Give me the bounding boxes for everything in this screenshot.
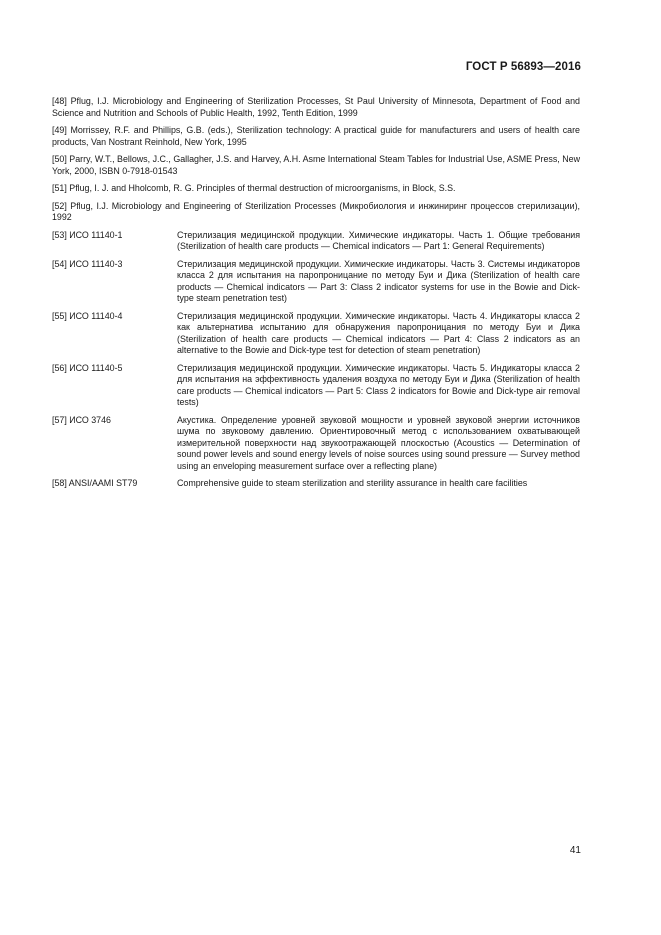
- reference-58: [52, 478, 580, 490]
- reference-text: Стерилизация медицинской продукции. Химические индикаторы. Часть 1. Общие требования (Sterilization of health care products — Chemical indicators — Part 1: General Requirements): [177, 229, 580, 251]
- page-number: 41: [569, 845, 581, 856]
- reference-text: Comprehensive guide to steam sterilization and sterility assurance in health care facilities: [177, 478, 528, 488]
- reference-51: [51] Pflug, I. J. and Hholcomb, R. G. Principles of thermal destruction of microorganisms, in Block, S.S.: [52, 183, 456, 193]
- reference-label: [55] ИСО 11140-4: [52, 310, 123, 321]
- reference-55: [52, 311, 580, 357]
- reference-48: [48] Pflug, I.J. Microbiology and Engineering of Sterilization Processes, St Paul University of Minnesota, Department of Food and Science and Nutrition and Schools of Public Health, 1992, Tenth Edition, 1999: [52, 96, 580, 118]
- standard-code: ГОСТ Р 56893—2016: [465, 61, 581, 73]
- bibliography: [52, 96, 580, 496]
- reference-label: [58] ANSI/AAMI ST79: [52, 478, 138, 488]
- reference-text: Стерилизация медицинской продукции. Химические индикаторы. Часть 3. Системы индикаторов класса 2 для испытания на паропроницание по методу Буи и Дика (Sterilization of health care products — Chemical indicators — Part 3: Class 2 indicator systems for use in the Bowie and Dick-type steam penetration test): [177, 258, 580, 303]
- reference-56: [52, 363, 580, 409]
- reference-52: [52] Pflug, I.J. Microbiology and Engineering of Sterilization Processes (Микробиология и инжиниринг процессов стерилизации), 1992: [52, 200, 580, 222]
- reference-label: [56] ИСО 11140-5: [52, 362, 123, 373]
- reference-57: [52, 415, 580, 473]
- reference-label: [53] ИСО 11140-1: [52, 229, 123, 240]
- reference-text: Стерилизация медицинской продукции. Химические индикаторы. Часть 4. Индикаторы класса 2 как альтернатива испытанию для обнаружения паропроницания по методу Буи и Дика (Sterilization of health care products — Chemical indicators — Part 4: Class 2 indicators as an alternative to the Bowie and Dick-type test for detection of steam penetration): [177, 310, 580, 355]
- reference-49: [49] Morrissey, R.F. and Phillips, G.B. (eds.), Sterilization technology: A practical guide for manufacturers and users of health care products, Van Nostrant Reinhold, New York, 1995: [52, 125, 580, 147]
- reference-text: Акустика. Определение уровней звуковой мощности и уровней звуковой энергии источников шума по звуковому давлению. Ориентировочный метод с использованием охватывающей измерительной поверхности над звукоотражающей плоскостью (Acoustics — Determination of sound power levels and sound energy levels of noise sources using sound pressure — Survey method using an enveloping measurement surface over a reflecting plane): [177, 414, 580, 471]
- reference-text: Стерилизация медицинской продукции. Химические индикаторы. Часть 5. Индикаторы класса 2 для испытания на эффективность удаления воздуха по методу Буи и Дика (Sterilization of health care products — Chemical indicators — Part 5: Class 2 indicators for Bowie and Dick-type air removal tests): [177, 362, 580, 407]
- reference-50: [50] Parry, W.T., Bellows, J.C., Gallagher, J.S. and Harvey, A.H. Asme International Steam Tables for Industrial Use, ASME Press, New York, 2000, ISBN 0-7918-01543: [52, 154, 580, 176]
- reference-label: [54] ИСО 11140-3: [52, 258, 123, 269]
- reference-label: [57] ИСО 3746: [52, 414, 111, 425]
- reference-54: [52, 259, 580, 305]
- reference-53: [52, 230, 580, 253]
